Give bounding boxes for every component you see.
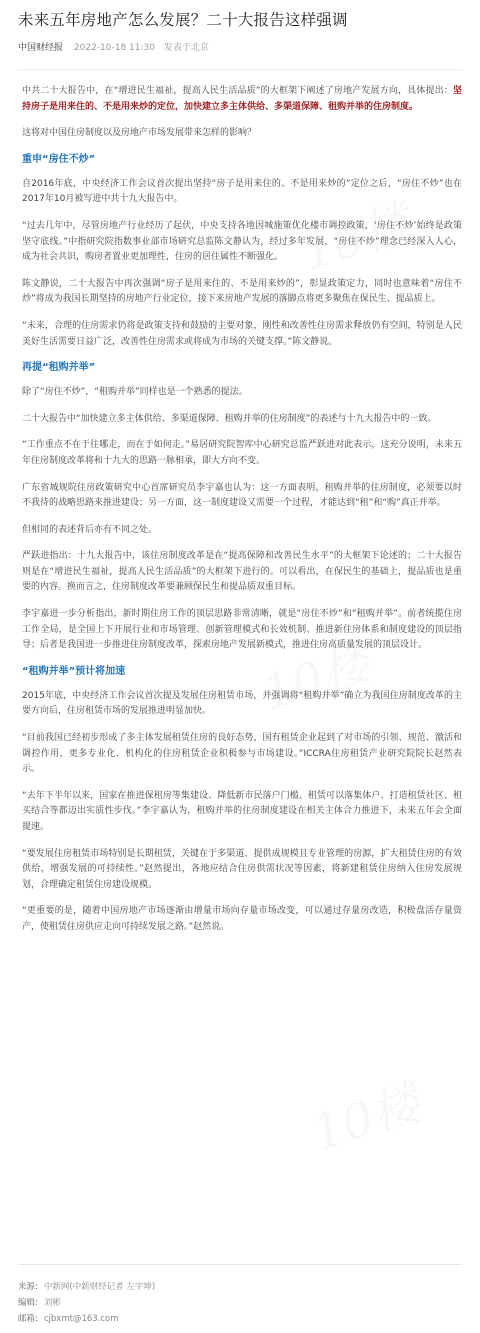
paragraph: 二十大报告中“加快建立多主体供给、多渠道保障、租购并举的住房制度”的表述与十九大报告中的一致。: [22, 413, 437, 424]
intro-question: 这将对中国住房制度以及房地产市场发展带来怎样的影响？: [22, 128, 257, 139]
paragraph: “过去几年中，尽管房地产行业经历了起伏，中央支持各地因城施策优化楼市调控政策，‘房住不炒’始终是政策坚守底线。”中指研究院指数事业部市场研究总监陈文静认为，经过多年发展，“房住不炒”理念已经深入人心，成为社会共识，购房者置业更加理性，住房的居住属性不断强化。: [22, 220, 462, 263]
paragraph: 2015年底，中央经济工作会议首次提及发展住房租赁市场，并强调将“租购并举”确立为我国住房制度改革的主要方向后，住房租赁市场的发展推进明显加快。: [22, 690, 462, 717]
watermark: 10楼: [295, 195, 417, 283]
intro-highlight: 坚持房子是用来住的、不是用来炒的定位，加快建立多主体供给、多渠道保障、租购并举的住房制度。: [22, 86, 462, 112]
footer-email-link[interactable]: cjbxmt@163.com: [43, 1314, 119, 1324]
watermark: 10楼: [255, 635, 377, 723]
paragraph: “更重要的是，随着中国房地产市场逐渐由增量市场向存量市场改变，可以通过存量房改造，积极盘活存量资产，使租赁住房供应走向可持续发展之路。”赵然说。: [22, 906, 462, 932]
article-meta: [18, 40, 462, 53]
paragraph: 除了“房住不炒”，“租购并举”同样也是一个熟悉的提法。: [22, 387, 248, 398]
paragraph: “目前我国已经初步形成了多主体发展租赁住房的良好态势，国有租赁企业起到了对市场的引领、规范、激活和调控作用，更多专业化、机构化的住房租赁企业积极参与市场建设。”ICCRA住房租赁产业研究院院长赵然表示。: [22, 733, 462, 775]
footer-editor-value: 刘彬: [43, 1298, 61, 1308]
article-title: 未来五年房地产怎么发展？二十大报告这样强调: [18, 11, 348, 29]
paragraph: “未来，合理的住房需求仍将是政策支持和鼓励的主要对象，刚性和改善性住房需求释放仍有空间，特别是人民美好生活需要日益广泛，改善性住房需求或将成为市场的关键支撑。”陈文静说。: [22, 320, 462, 347]
paragraph: 陈文静说，二十大报告中再次强调“房子是用来住的、不是用来炒的”，彰显政策定力，同时也意味着“房住不炒”将成为我国长期坚持的房地产行业定位，接下来房地产发展的落脚点将更多聚焦在保民生、提品质上。: [22, 278, 462, 305]
paragraph: “要发展住房租赁市场特别是长期租赁，关键在于多渠道、提供成规模且专业管理的房源，扩大租赁住房的有效供给，增强发展的可持续性。”赵然提出，各地应结合住房供需状况等因素，将新建租赁住房纳入住房发展规划，合理确定租赁住房建设规模。: [22, 848, 462, 890]
footer-editor-label: 编辑:: [18, 1298, 38, 1308]
paragraph: “工作重点不在于往哪走，而在于如何走。”易居研究院智库中心研究总监严跃进对此表示，这充分说明，未来五年住房制度改革将和十九大的思路一脉相承，即大方向不变。: [22, 440, 462, 466]
article-body: [18, 84, 462, 936]
section-heading: 再提“租购并举”: [22, 362, 96, 374]
footer-source: [18, 1279, 462, 1295]
footer-email-label: 邮箱:: [18, 1314, 38, 1324]
watermark: 10楼: [305, 1075, 427, 1163]
paragraph: 李宇嘉进一步分析指出，新时期住房工作的顶层思路非常清晰，就是“房住不炒”和“租购并举”。前者统揽住房工作全局，是全国上下开展行业和市场管理、创新管理模式和长效机制、推进新住房体系和制度建设的顶层指导；后者是我国进一步推进住房制度改革，探索房地产发展新模式，推进住房高质量发展的顶层设计。: [22, 609, 462, 651]
footer-source-value: 中新网(中新财经记者 左宇坤): [43, 1282, 156, 1292]
article-location: 发表于北京: [163, 43, 209, 53]
article-footer: [18, 1264, 462, 1327]
article-date: 2022-10-18 11:30: [73, 43, 155, 53]
paragraph: 广东省城规院住房政策研究中心首席研究员李宇嘉也认为：这一方面表明，租购并举的住房制度，必须要以时不我待的战略思路来推进建设；另一方面，这一制度建设又需要一个过程，才能达到“租”和“购”真正并举。: [22, 482, 462, 509]
footer-source-label: 来源:: [18, 1282, 38, 1292]
divider: [18, 69, 462, 70]
section-heading: “租购并举”预计将加速: [22, 665, 126, 677]
paragraph: “去年下半年以来，国家在推进保租房等集建设、降低新市民落户门槛、租赁可以落集体户、打造租赁社区、租买结合等都迈出实质性步伐。”李宇嘉认为，租购并举的住房制度建设在相关主体合力推进下，未来五年会全面提速。: [22, 790, 462, 832]
footer-editor: [18, 1295, 462, 1311]
intro-lead: 中共二十大报告中，在“增进民生福祉，提高人民生活品质”的大框架下阐述了房地产发展方向，具体提出：: [22, 86, 453, 96]
footer-email: [18, 1311, 462, 1327]
footer-divider: [18, 1264, 462, 1265]
intro-paragraph: [22, 84, 462, 115]
article-source[interactable]: 中国财经报: [18, 43, 64, 53]
section-heading: 重申“房住不炒”: [22, 153, 96, 165]
paragraph: 但相同的表述背后亦有不同之处。: [22, 524, 158, 535]
paragraph: 严跃进指出：十九大报告中，该住房制度改革是在“提高保障和改善民生水平”的大框架下论述的；二十大报告则是在“增进民生福祉，提高人民生活品质”的大框架下进行的。可以看出，在保民生的基础上，提品质也是重要的内容。换而言之，住房制度改革要兼顾保民生和提品质双重目标。: [22, 551, 462, 593]
paragraph: 自2016年底，中央经济工作会议首次提出坚持“房子是用来住的、不是用来炒的”定位之后，“房住不炒”也在2017年10月被写进中共十九大报告中。: [22, 178, 462, 205]
